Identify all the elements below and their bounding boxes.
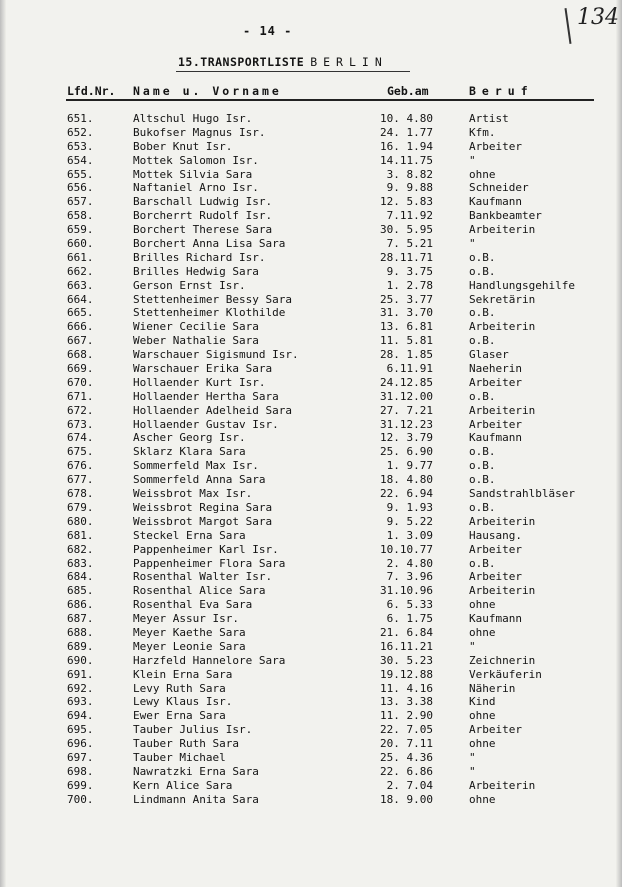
row-birthdate: 7. 5.21 [386,237,433,251]
title-text: 15.TRANSPORTLISTE [178,55,305,69]
row-occupation: o.B. [469,459,496,473]
row-name: Ewer Erna Sara [133,709,226,723]
row-number: 692. [67,681,94,695]
row-number: 665. [67,306,94,320]
list-row [0,612,622,626]
list-row [0,195,622,209]
list-row [0,293,622,307]
row-number: 653. [67,139,94,153]
list-row [0,570,622,584]
row-number: 659. [67,223,94,237]
row-birthdate: 28. 1.85 [380,348,433,362]
row-name: Meyer Leonie Sara [133,639,246,653]
row-occupation: Arbeiterin [469,778,536,792]
row-number: 691. [67,667,94,681]
row-name: Hollaender Kurt Isr. [133,375,266,389]
row-name: Gerson Ernst Isr. [133,278,246,292]
row-birthdate: 2. 4.80 [386,556,433,570]
row-occupation: Kind [469,695,496,709]
row-number: 678. [67,487,94,501]
row-number: 660. [67,237,94,251]
row-name: Stettenheimer Bessy Sara [133,292,292,306]
row-birthdate: 10. 4.80 [380,112,433,125]
row-birthdate: 18. 9.00 [380,792,433,806]
row-occupation: o.B. [469,306,496,320]
row-occupation: Arbeiter [469,139,522,153]
row-birthdate: 14.11.75 [380,153,433,167]
list-row [0,362,622,376]
row-number: 654. [67,153,94,167]
row-birthdate: 6. 5.33 [386,598,433,612]
row-birthdate: 9. 9.88 [386,181,433,195]
title-underline [176,71,410,72]
row-birthdate: 3. 8.82 [386,167,433,181]
row-occupation: " [469,639,476,653]
row-name: Meyer Assur Isr. [133,612,239,626]
row-number: 697. [67,750,94,764]
row-birthdate: 10.10.77 [380,542,433,556]
row-name: Hollaender Adelheid Sara [133,403,292,417]
list-row [0,668,622,682]
row-birthdate: 27. 7.21 [380,403,433,417]
row-name: Rosenthal Alice Sara [133,584,266,598]
row-name: Warschauer Sigismund Isr. [133,348,299,362]
list-row [0,640,622,654]
list-row [0,709,622,723]
row-occupation: " [469,764,476,778]
row-occupation: ohne [469,167,496,181]
row-birthdate: 2. 7.04 [386,778,433,792]
row-number: 689. [67,639,94,653]
row-birthdate: 30. 5.23 [380,653,433,667]
row-birthdate: 13. 3.38 [380,695,433,709]
row-birthdate: 12. 5.83 [380,195,433,209]
row-birthdate: 24. 1.77 [380,125,433,139]
list-row [0,112,622,126]
row-birthdate: 1. 2.78 [386,278,433,292]
list-row [0,529,622,543]
title-city: BERLIN [310,55,388,69]
row-name: Weissbrot Max Isr. [133,487,253,501]
list-row [0,501,622,515]
row-name: Wiener Cecilie Sara [133,320,259,334]
row-birthdate: 31. 3.70 [380,306,433,320]
row-number: 698. [67,764,94,778]
row-occupation: Arbeiter [469,723,522,737]
list-row [0,265,622,279]
row-number: 658. [67,209,94,223]
row-name: Bober Knut Isr. [133,139,233,153]
list-row [0,431,622,445]
row-name: Weber Nathalie Sara [133,334,259,348]
row-number: 679. [67,500,94,514]
row-name: Rosenthal Eva Sara [133,598,253,612]
row-birthdate: 24.12.85 [380,375,433,389]
row-number: 688. [67,625,94,639]
row-name: Hollaender Gustav Isr. [133,417,279,431]
row-birthdate: 9. 3.75 [386,264,433,278]
row-occupation: Arbeiter [469,570,522,584]
row-name: Mottek Silvia Sara [133,167,253,181]
row-occupation: Naeherin [469,362,522,376]
row-occupation: Arbeiterin [469,514,536,528]
row-occupation: Arbeiterin [469,320,536,334]
row-occupation: Näherin [469,681,516,695]
row-number: 677. [67,473,94,487]
row-name: Nawratzki Erna Sara [133,764,259,778]
row-number: 684. [67,570,94,584]
row-name: Klein Erna Sara [133,667,233,681]
row-name: Tauber Julius Isr. [133,723,253,737]
list-row [0,279,622,293]
row-birthdate: 30. 5.95 [380,223,433,237]
row-name: Hollaender Hertha Sara [133,389,279,403]
row-number: 676. [67,459,94,473]
list-row [0,390,622,404]
row-number: 666. [67,320,94,334]
row-name: Kern Alice Sara [133,778,233,792]
row-occupation: Hausang. [469,528,522,542]
list-row [0,140,622,154]
row-name: Sklarz Klara Sara [133,445,246,459]
row-birthdate: 22. 6.94 [380,487,433,501]
list-row [0,334,622,348]
list-row [0,445,622,459]
row-occupation: o.B. [469,556,496,570]
row-name: Barschall Ludwig Isr. [133,195,273,209]
row-number: 657. [67,195,94,209]
row-number: 667. [67,334,94,348]
row-name: Stettenheimer Klothilde [133,306,286,320]
row-number: 652. [67,125,94,139]
row-birthdate: 11. 4.16 [380,681,433,695]
row-number: 662. [67,264,94,278]
row-number: 651. [67,112,94,125]
list-row [0,695,622,709]
row-birthdate: 13. 6.81 [380,320,433,334]
list-row [0,459,622,473]
row-birthdate: 22. 6.86 [380,764,433,778]
list-row [0,723,622,737]
list-row [0,418,622,432]
row-occupation: ohne [469,737,496,751]
row-birthdate: 7.11.92 [386,209,433,223]
row-number: 686. [67,598,94,612]
row-name: Borchert Therese Sara [133,223,273,237]
row-occupation: o.B. [469,445,496,459]
row-occupation: Arbeiterin [469,223,536,237]
row-birthdate: 11. 2.90 [380,709,433,723]
row-birthdate: 9. 5.22 [386,514,433,528]
row-number: 673. [67,417,94,431]
list-row [0,251,622,265]
row-name: Meyer Kaethe Sara [133,625,246,639]
row-birthdate: 9. 1.93 [386,500,433,514]
list-row [0,751,622,765]
header-job: Beruf [469,84,534,98]
row-birthdate: 25. 3.77 [380,292,433,306]
row-occupation: ohne [469,709,496,723]
list-row [0,765,622,779]
row-birthdate: 16. 1.94 [380,139,433,153]
document-title [178,55,388,69]
row-occupation: Zeichnerin [469,653,536,667]
row-number: 661. [67,250,94,264]
row-number: 674. [67,431,94,445]
row-number: 675. [67,445,94,459]
row-number: 671. [67,389,94,403]
list-row [0,209,622,223]
row-number: 656. [67,181,94,195]
row-number: 695. [67,723,94,737]
row-number: 682. [67,542,94,556]
list-row [0,223,622,237]
list-row [0,473,622,487]
row-number: 700. [67,792,94,806]
row-name: Weissbrot Margot Sara [133,514,273,528]
row-birthdate: 12. 3.79 [380,431,433,445]
row-occupation: Artist [469,112,509,125]
row-name: Sommerfeld Anna Sara [133,473,266,487]
transport-list [0,112,622,807]
row-name: Borcherrt Rudolf Isr. [133,209,273,223]
row-number: 699. [67,778,94,792]
row-number: 683. [67,556,94,570]
row-occupation: o.B. [469,500,496,514]
row-number: 664. [67,292,94,306]
row-name: Rosenthal Walter Isr. [133,570,273,584]
row-occupation: Kaufmann [469,431,522,445]
row-occupation: o.B. [469,389,496,403]
row-occupation: ohne [469,792,496,806]
row-name: Brilles Hedwig Sara [133,264,259,278]
list-row [0,376,622,390]
header-rule [66,99,594,101]
row-birthdate: 21. 6.84 [380,625,433,639]
row-number: 690. [67,653,94,667]
row-occupation: Arbeiter [469,542,522,556]
row-occupation: Sekretärin [469,292,536,306]
row-number: 685. [67,584,94,598]
row-occupation: ohne [469,598,496,612]
list-row [0,320,622,334]
row-number: 668. [67,348,94,362]
list-row [0,557,622,571]
row-name: Weissbrot Regina Sara [133,500,273,514]
row-occupation: Schneider [469,181,529,195]
row-occupation: Glaser [469,348,509,362]
row-occupation: " [469,750,476,764]
row-name: Levy Ruth Sara [133,681,226,695]
row-name: Bukofser Magnus Isr. [133,125,266,139]
row-birthdate: 1. 3.09 [386,528,433,542]
row-birthdate: 1. 9.77 [386,459,433,473]
row-birthdate: 28.11.71 [380,250,433,264]
row-name: Pappenheimer Flora Sara [133,556,286,570]
row-name: Harzfeld Hannelore Sara [133,653,286,667]
row-occupation: Kfm. [469,125,496,139]
row-name: Altschul Hugo Isr. [133,112,253,125]
row-number: 670. [67,375,94,389]
list-row [0,487,622,501]
row-occupation: o.B. [469,334,496,348]
list-row [0,543,622,557]
row-birthdate: 22. 7.05 [380,723,433,737]
row-birthdate: 19.12.88 [380,667,433,681]
list-row [0,126,622,140]
header-nr: Lfd.Nr. [67,84,116,98]
list-row [0,515,622,529]
row-number: 681. [67,528,94,542]
row-occupation: Arbeiter [469,417,522,431]
list-row [0,237,622,251]
row-occupation: Sandstrahlbläser [469,487,575,501]
archive-number: 134 [577,5,619,30]
row-occupation: ohne [469,625,496,639]
list-row [0,404,622,418]
row-number: 694. [67,709,94,723]
row-birthdate: 31.12.00 [380,389,433,403]
row-name: Steckel Erna Sara [133,528,246,542]
row-number: 687. [67,612,94,626]
list-row [0,181,622,195]
row-birthdate: 16.11.21 [380,639,433,653]
row-name: Sommerfeld Max Isr. [133,459,259,473]
row-occupation: Arbeiter [469,375,522,389]
row-birthdate: 25. 6.90 [380,445,433,459]
row-name: Lewy Klaus Isr. [133,695,233,709]
list-row [0,682,622,696]
row-occupation: o.B. [469,473,496,487]
row-name: Tauber Michael [133,750,226,764]
row-number: 693. [67,695,94,709]
row-birthdate: 31.12.23 [380,417,433,431]
row-occupation: Verkäuferin [469,667,542,681]
row-number: 663. [67,278,94,292]
row-name: Borchert Anna Lisa Sara [133,237,286,251]
row-birthdate: 18. 4.80 [380,473,433,487]
row-name: Warschauer Erika Sara [133,362,273,376]
row-name: Mottek Salomon Isr. [133,153,259,167]
row-occupation: Bankbeamter [469,209,542,223]
row-name: Tauber Ruth Sara [133,737,239,751]
row-number: 672. [67,403,94,417]
row-occupation: o.B. [469,250,496,264]
list-row [0,154,622,168]
row-birthdate: 6. 1.75 [386,612,433,626]
row-occupation: Arbeiterin [469,584,536,598]
list-row [0,793,622,807]
row-birthdate: 11. 5.81 [380,334,433,348]
row-birthdate: 7. 3.96 [386,570,433,584]
row-occupation: Handlungsgehilfe [469,278,575,292]
list-row [0,779,622,793]
row-number: 655. [67,167,94,181]
header-name: Name u. Vorname [133,84,282,98]
row-name: Naftaniel Arno Isr. [133,181,259,195]
page-number: - 14 - [243,24,293,38]
list-row [0,348,622,362]
row-occupation: Kaufmann [469,612,522,626]
row-birthdate: 20. 7.11 [380,737,433,751]
row-name: Lindmann Anita Sara [133,792,259,806]
row-birthdate: 25. 4.36 [380,750,433,764]
list-row [0,737,622,751]
list-row [0,306,622,320]
row-name: Brilles Richard Isr. [133,250,266,264]
row-birthdate: 6.11.91 [386,362,433,376]
row-number: 669. [67,362,94,376]
header-born: Geb.am [387,84,429,98]
list-row [0,598,622,612]
list-row [0,168,622,182]
list-row [0,626,622,640]
list-row [0,654,622,668]
row-number: 696. [67,737,94,751]
row-name: Pappenheimer Karl Isr. [133,542,279,556]
row-name: Ascher Georg Isr. [133,431,246,445]
row-occupation: Kaufmann [469,195,522,209]
row-birthdate: 31.10.96 [380,584,433,598]
row-occupation: " [469,153,476,167]
row-occupation: o.B. [469,264,496,278]
row-occupation: Arbeiterin [469,403,536,417]
list-row [0,584,622,598]
row-number: 680. [67,514,94,528]
row-occupation: " [469,237,476,251]
